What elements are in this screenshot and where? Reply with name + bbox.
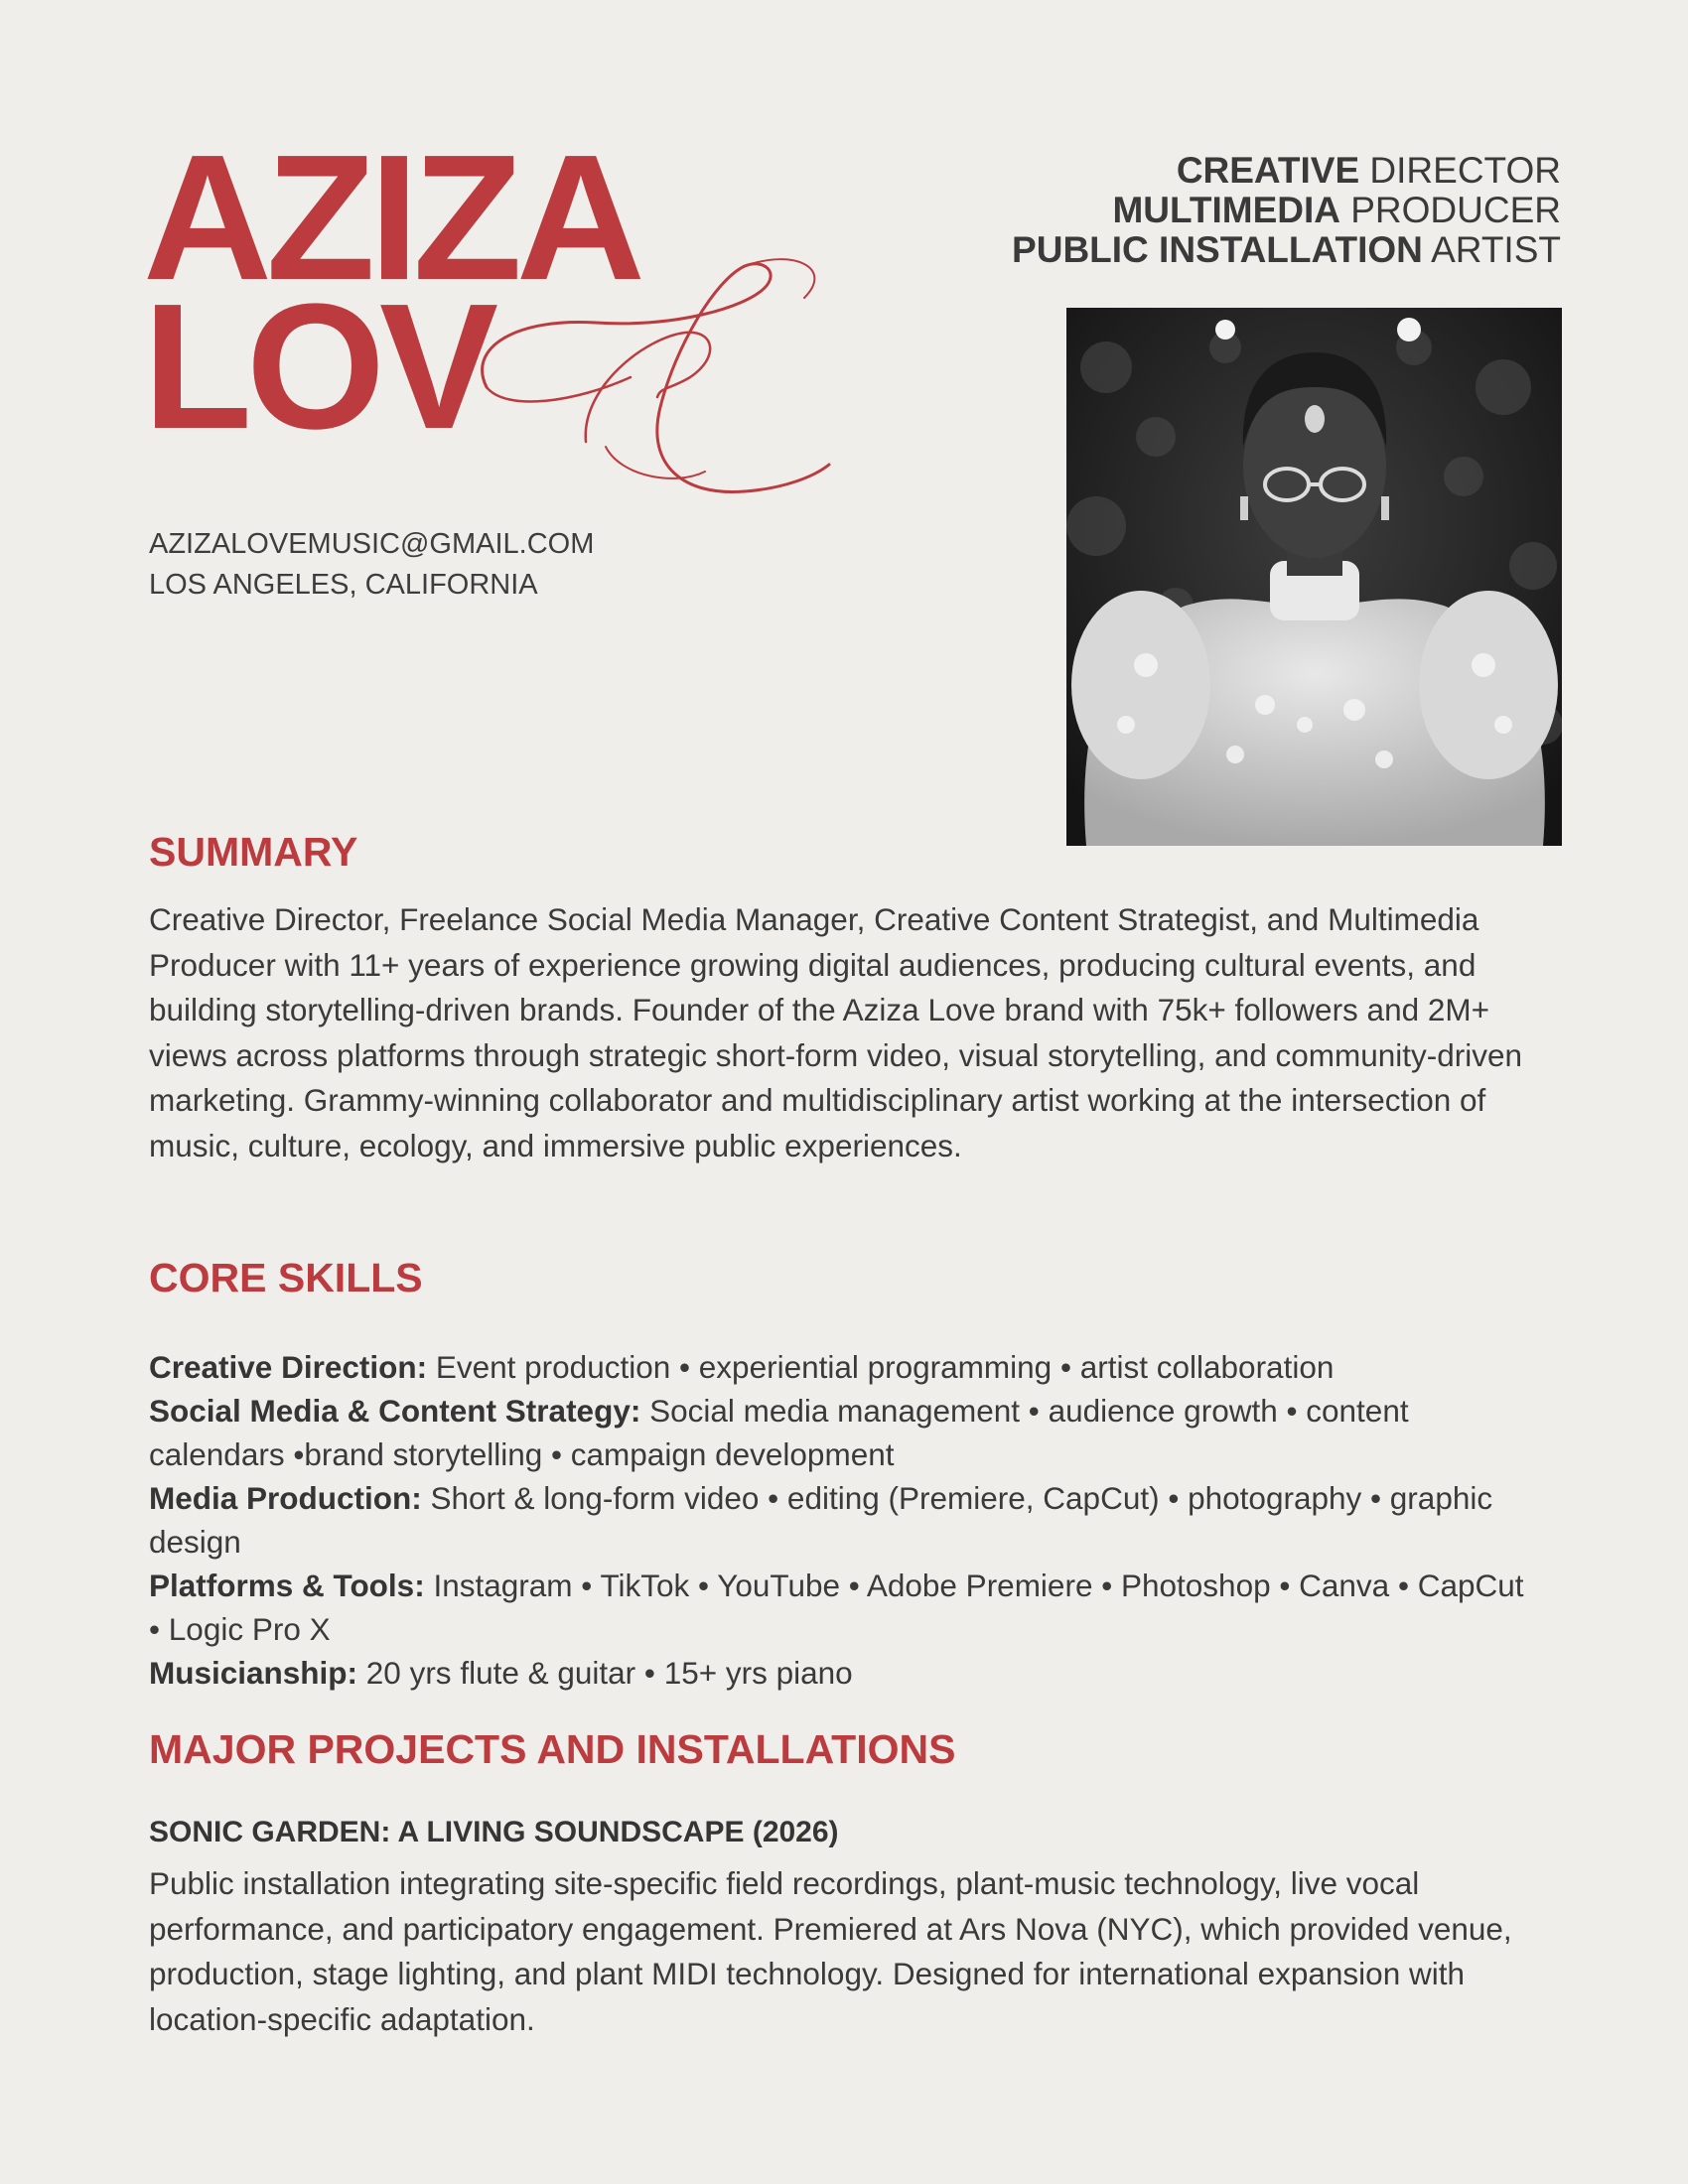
skill-item	[149, 1476, 1529, 1564]
skill-text: Instagram • TikTok • YouTube • Adobe Premiere • Photoshop • Canva • CapCut • Logic Pro X	[149, 1568, 1524, 1647]
role-strong: PUBLIC INSTALLATION	[1012, 229, 1423, 270]
email-text[interactable]: AZIZALOVEMUSIC@GMAIL.COM	[149, 528, 595, 560]
portrait-photo	[1066, 308, 1562, 846]
role-strong: MULTIMEDIA	[1112, 190, 1340, 230]
role-light: ARTIST	[1422, 229, 1561, 270]
skill-text: 20 yrs flute & guitar • 15+ yrs piano	[357, 1655, 853, 1691]
skill-label: Media Production:	[149, 1480, 422, 1516]
role-line	[1012, 151, 1561, 191]
summary-text: Creative Director, Freelance Social Media Manager, Creative Content Strategist, and Multimedia Producer with 11+ years of experience growing digital audiences, producing cultural events, and building storytelling-driven brands. Founder of the Aziza Love brand with 75k+ followers and 2M+ views across platforms through strategic short-form video, visual storytelling, and community-driven marketing. Grammy-winning collaborator and multidisciplinary artist working at the intersection of music, culture, ecology, and immersive public experiences.	[149, 901, 1523, 1163]
role-light: PRODUCER	[1339, 190, 1561, 230]
portrait-illustration	[1066, 308, 1562, 846]
skill-text: Short & long-form video • editing (Premiere, CapCut) • photography • graphic design	[149, 1480, 1493, 1560]
skill-item	[149, 1651, 1529, 1695]
skill-text: Social media management • audience growth • content calendars •brand storytelling • campaign development	[149, 1393, 1409, 1472]
role-strong: CREATIVE	[1176, 150, 1360, 191]
skills-list	[149, 1345, 1529, 1695]
skill-item	[149, 1389, 1529, 1476]
skill-label: Musicianship:	[149, 1655, 358, 1691]
projects-heading: MAJOR PROJECTS AND INSTALLATIONS	[149, 1726, 956, 1772]
skill-label: Social Media & Content Strategy:	[149, 1393, 641, 1429]
role-line	[1012, 191, 1561, 230]
core-skills-heading: CORE SKILLS	[149, 1255, 423, 1300]
skill-item	[149, 1345, 1529, 1389]
skill-label: Creative Direction:	[149, 1349, 428, 1385]
skill-label: Platforms & Tools:	[149, 1568, 425, 1603]
skill-text: Event production • experiential programming • artist collaboration	[427, 1349, 1335, 1385]
skill-item	[149, 1564, 1529, 1651]
contact-info	[149, 524, 594, 606]
project-title: SONIC GARDEN: A LIVING SOUNDSCAPE (2026)	[149, 1816, 839, 1848]
summary-heading: SUMMARY	[149, 829, 358, 875]
last-name: LOV	[143, 267, 493, 467]
script-e-flourish	[447, 238, 943, 536]
location-text: LOS ANGELES, CALIFORNIA	[149, 569, 538, 601]
project-description: Public installation integrating site-specific field recordings, plant-music technology, live vocal performance, and participatory engagement. Premiered at Ars Nova (NYC), which provided venue, production, stage lighting, and plant MIDI technology. Designed for international expansion with location-specific adaptation.	[149, 1865, 1512, 2037]
roles-list	[1012, 151, 1561, 270]
role-light: DIRECTOR	[1359, 150, 1561, 191]
first-name: AZIZA	[143, 118, 639, 318]
name-logotype	[143, 118, 824, 477]
role-line	[1012, 230, 1561, 270]
